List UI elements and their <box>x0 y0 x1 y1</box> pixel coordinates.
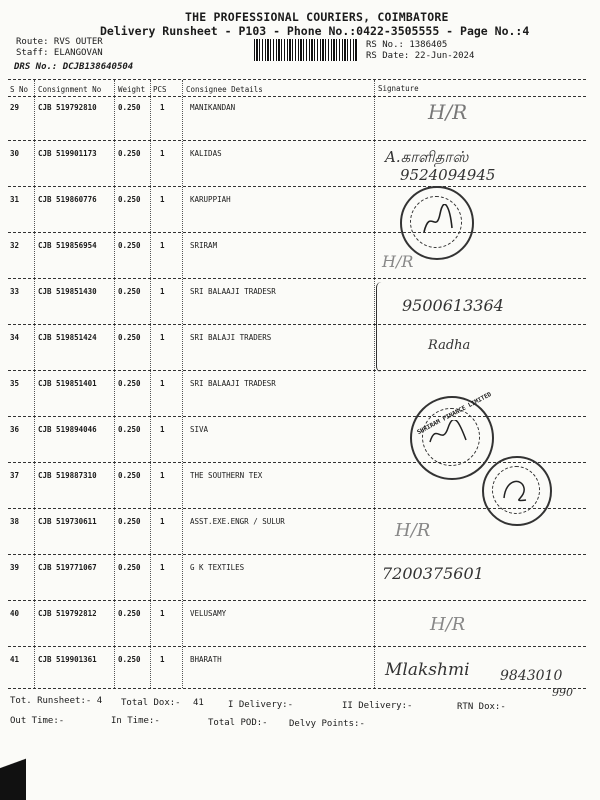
col-pcs: PCS <box>153 85 167 94</box>
signature-r41-phone: 9843010 <box>500 668 563 684</box>
signature-r40: H/R <box>430 614 466 635</box>
col-consignment: Consignment No <box>38 85 102 94</box>
runsheet-subtitle: Delivery Runsheet - P103 - Phone No.:0422-3505555 - Page No.:4 <box>100 24 530 38</box>
signature-r31-scribble <box>420 204 456 240</box>
scan-shadow <box>0 740 26 800</box>
col-consignee: Consignee Details <box>186 85 263 94</box>
signature-r30-phone: 9524094945 <box>400 166 496 184</box>
footer-total-pod: Total POD:- <box>208 718 268 728</box>
footer-rtn-dox: RTN Dox:- <box>457 702 506 712</box>
footer-total-dox-label: Total Dox:- <box>121 698 181 708</box>
signature-r36-scribble <box>428 420 468 450</box>
route-label: Route: RVS OUTER <box>16 37 103 47</box>
footer-total-dox-value: 41 <box>193 698 204 708</box>
staff-label: Staff: ELANGOVAN <box>16 48 103 58</box>
footer-delvy-points: Delvy Points:- <box>289 719 365 729</box>
signature-r37-scribble <box>500 474 530 504</box>
signature-r30-name: A.காளிதாஸ் <box>385 148 469 166</box>
footer-out-time: Out Time:- <box>10 716 65 726</box>
footer-ii-delivery: II Delivery:- <box>342 701 413 711</box>
brace-mark <box>376 282 387 372</box>
company-title: THE PROFESSIONAL COURIERS, COIMBATORE <box>185 10 449 24</box>
signature-r41-name: Mlakshmi <box>385 660 470 680</box>
signature-r38: H/R <box>395 520 431 541</box>
drs-number: DRS No.: DCJB138640504 <box>14 62 134 72</box>
barcode-image <box>254 39 358 61</box>
rs-number: RS No.: 1386405 <box>366 40 448 50</box>
col-sno: S No <box>10 85 29 94</box>
footer-tot-runsheet: Tot. Runsheet:- 4 <box>10 696 103 706</box>
footer-in-time: In Time:- <box>111 716 160 726</box>
signature-r29: H/R <box>428 100 468 124</box>
signature-r39-phone: 7200375601 <box>382 564 484 583</box>
rs-date: RS Date: 22-Jun-2024 <box>366 51 475 61</box>
signature-r34: Radha <box>428 338 471 353</box>
col-signature: Signature <box>378 84 419 93</box>
stamp-finance-text: SHRIRAM FINANCE LIMITED <box>416 390 493 437</box>
footer-i-delivery: I Delivery:- <box>228 700 294 710</box>
signature-r41-extra: 990 <box>552 686 573 699</box>
signature-r33-phone: 9500613364 <box>402 296 504 315</box>
signature-r32: H/R <box>382 252 414 271</box>
col-weight: Weight <box>118 85 146 94</box>
